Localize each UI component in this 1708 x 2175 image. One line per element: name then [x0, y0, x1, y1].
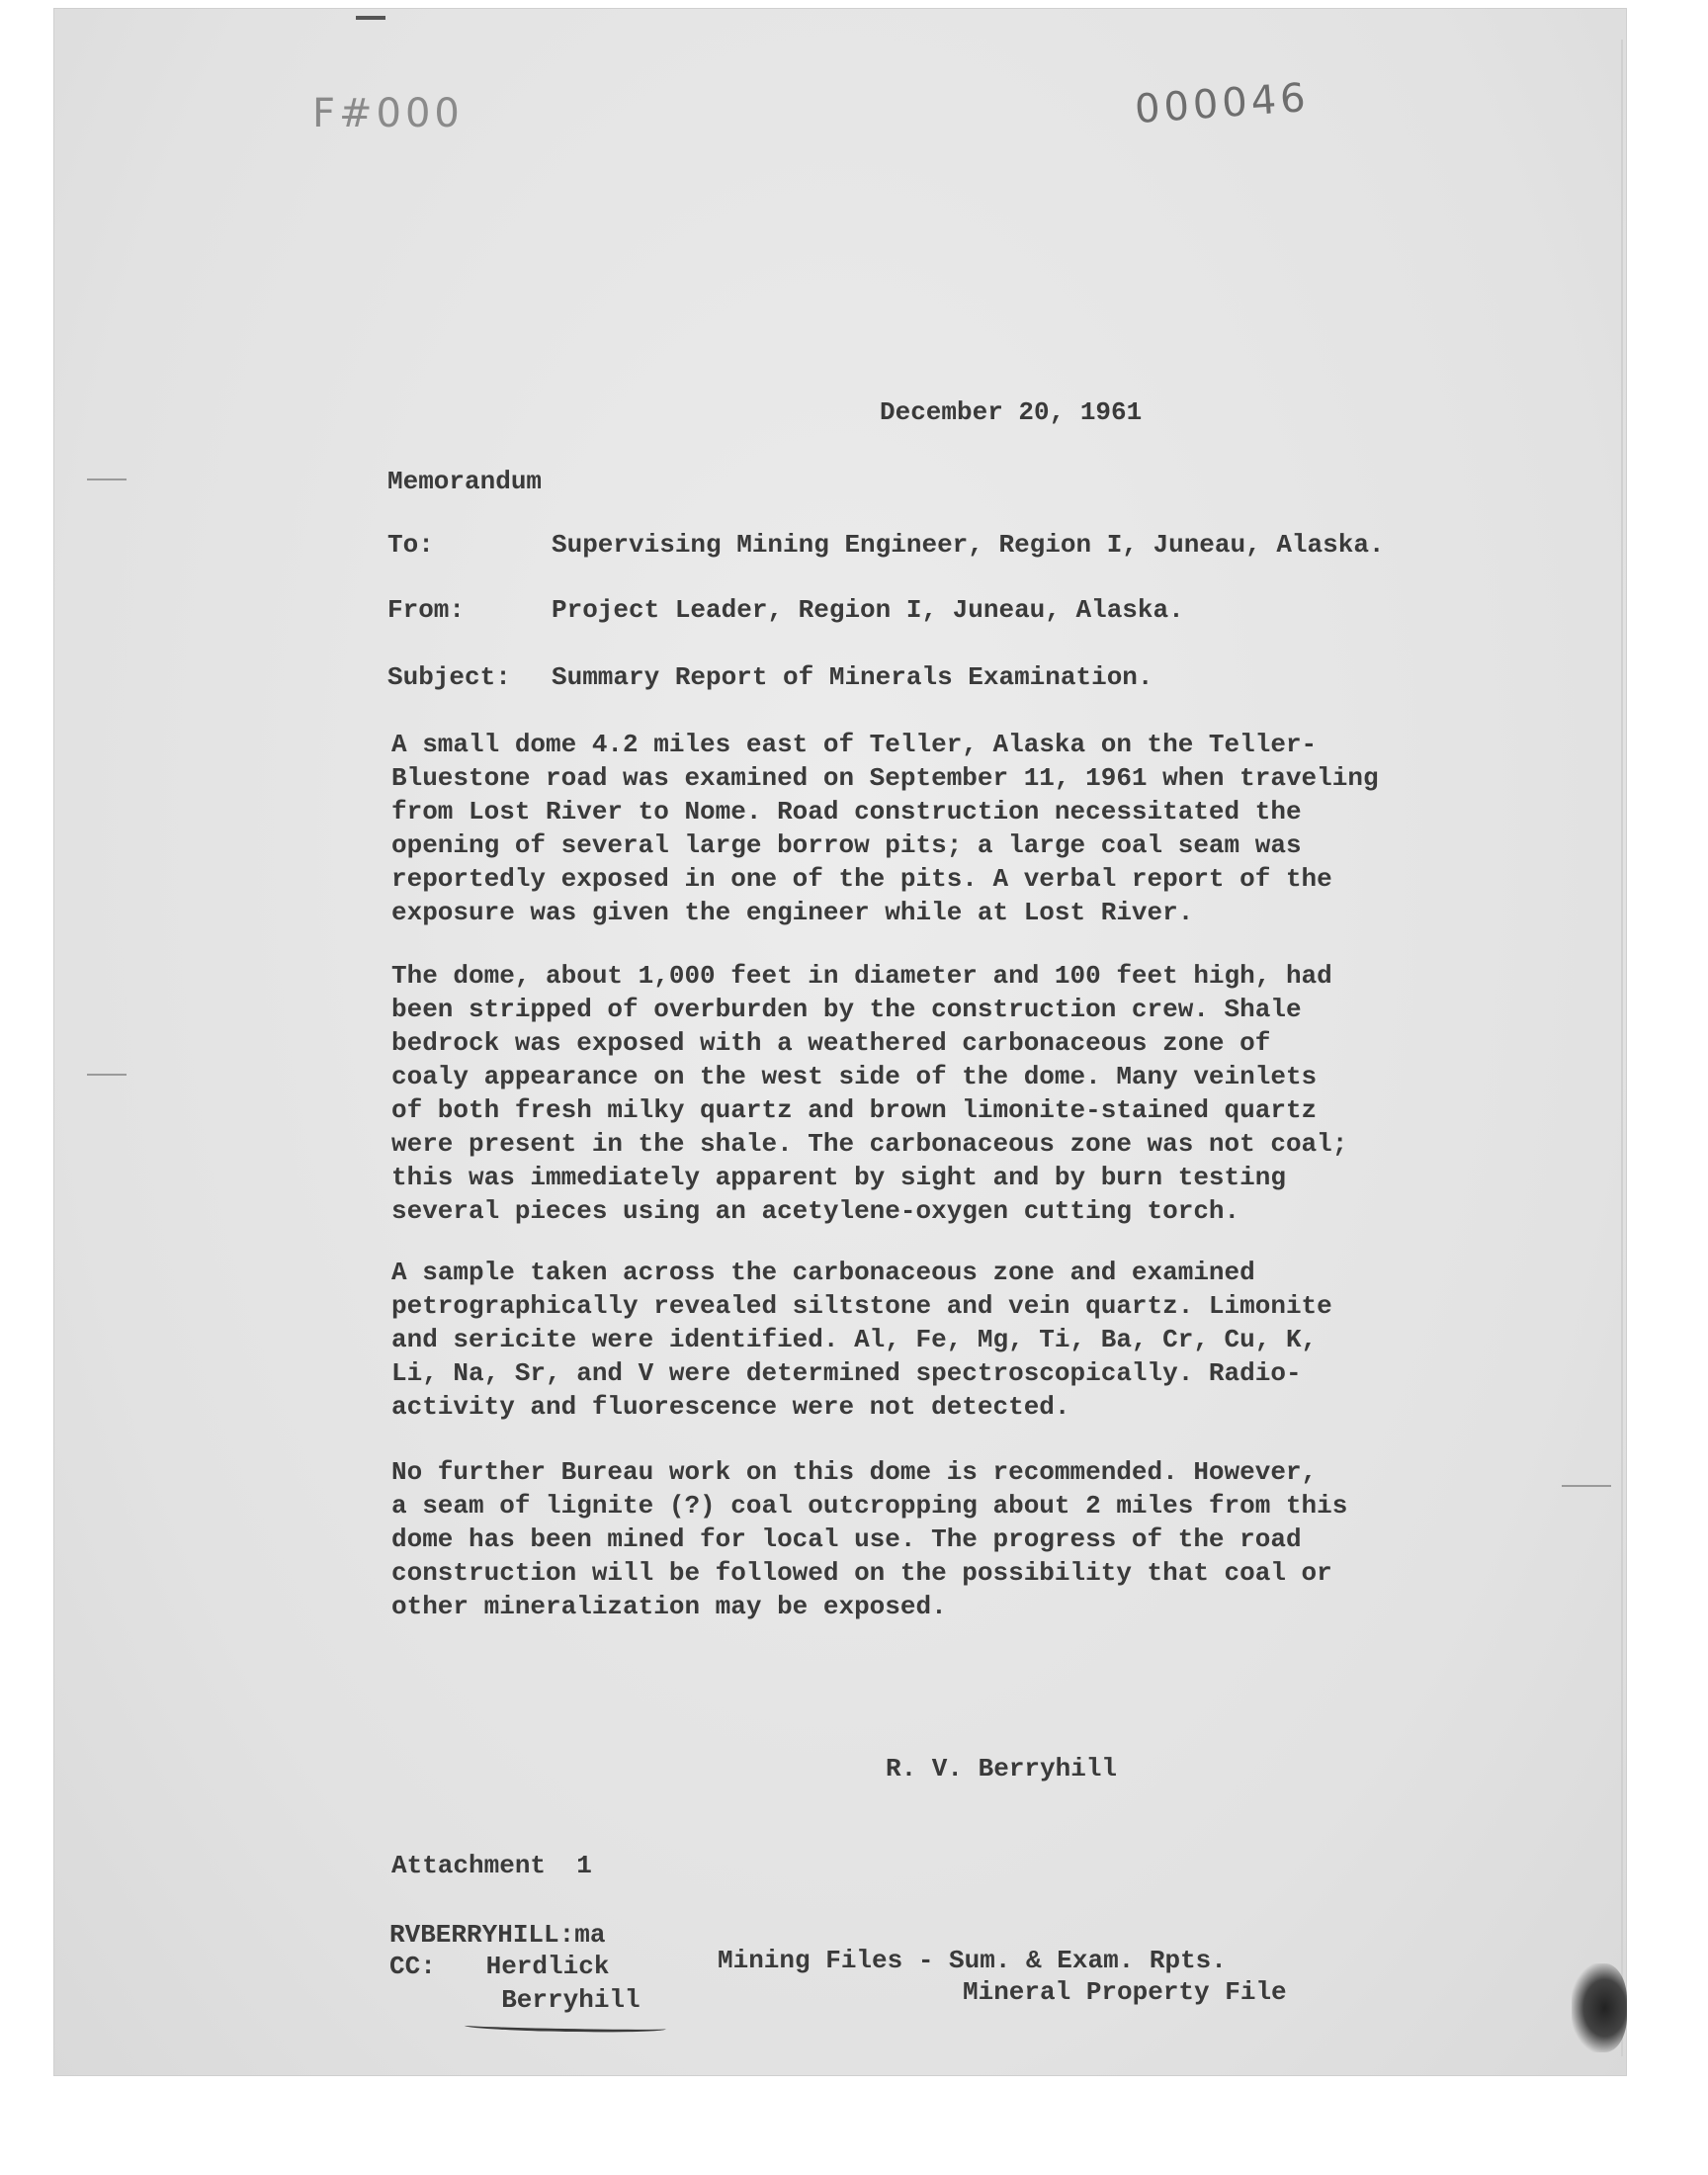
body-paragraph-3: A sample taken across the carbonaceous zone and examined petrographically revealed siltstone and vein quartz. Limonite and sericite were identified. Al, Fe, Mg, Ti, Ba, Cr, Cu, K, Li, Na, Sr, and V were determined spectroscopically. Radio- activity and fluorescence were not detected.: [391, 1258, 1332, 1422]
body-paragraph-4: No further Bureau work on this dome is recommended. However, a seam of lignite (?) coal outcropping about 2 miles from this dome has been mined for local use. The progress of the road construction will be followed on the possibility that coal or other mineralization may be exposed.: [391, 1457, 1348, 1621]
from-value: Project Leader, Region I, Juneau, Alaska.: [552, 595, 1184, 625]
body-paragraph-1: A small dome 4.2 miles east of Teller, Alaska on the Teller- Bluestone road was examined on September 11, 1961 when traveling from Lost River to Nome. Road construction necessitated the opening of several large borrow pits; a large coal seam was reportedly exposed in one of the pits. A verbal report of the exposure was given the engineer while at Lost River.: [391, 730, 1379, 927]
cc-name-herdlick: Herdlick: [470, 1952, 610, 1981]
distribution-files-line-2: Mineral Property File: [963, 1977, 1287, 2007]
margin-mark: [87, 478, 127, 480]
body-paragraph-2: The dome, about 1,000 feet in diameter and 100 feet high, had been stripped of overburden by the construction crew. Shale bedrock was exposed with a weathered carbonaceous zone of coaly appearance on the west side of the dome. Many veinlets of both fresh milky quartz and brown limonite-stained quartz were present in the shale. The carbonaceous zone was not coal; this was immediately apparent by sight and by burn testing several pieces using an acetylene-oxygen cutting torch.: [391, 961, 1348, 1226]
memo-label: Memorandum: [387, 467, 543, 496]
ink-blot: [1572, 1963, 1627, 2052]
stamp-number-left: F#000: [312, 91, 464, 136]
to-label: To:: [387, 530, 434, 560]
stamp-number-right: 000046: [1133, 74, 1312, 133]
to-value: Supervising Mining Engineer, Region I, Juneau, Alaska.: [552, 530, 1385, 560]
subject-value: Summary Report of Minerals Examination.: [552, 662, 1153, 692]
signature-name: R. V. Berryhill: [886, 1754, 1118, 1784]
margin-mark: [87, 1074, 127, 1076]
cc-label: CC:: [389, 1952, 436, 1981]
from-label: From:: [387, 595, 466, 625]
margin-mark: [356, 16, 385, 20]
attachment-note: Attachment 1: [391, 1851, 592, 1880]
memo-date: December 20, 1961: [880, 397, 1143, 427]
subject-label: Subject:: [387, 662, 511, 692]
distribution-files-line-1: Mining Files - Sum. & Exam. Rpts.: [718, 1946, 1227, 1975]
page-edge-line: [1621, 40, 1623, 2056]
cc-name-berryhill: Berryhill: [470, 1985, 640, 2015]
margin-mark: [1562, 1485, 1611, 1487]
typist-initials: RVBERRYHILL:ma: [389, 1920, 606, 1950]
